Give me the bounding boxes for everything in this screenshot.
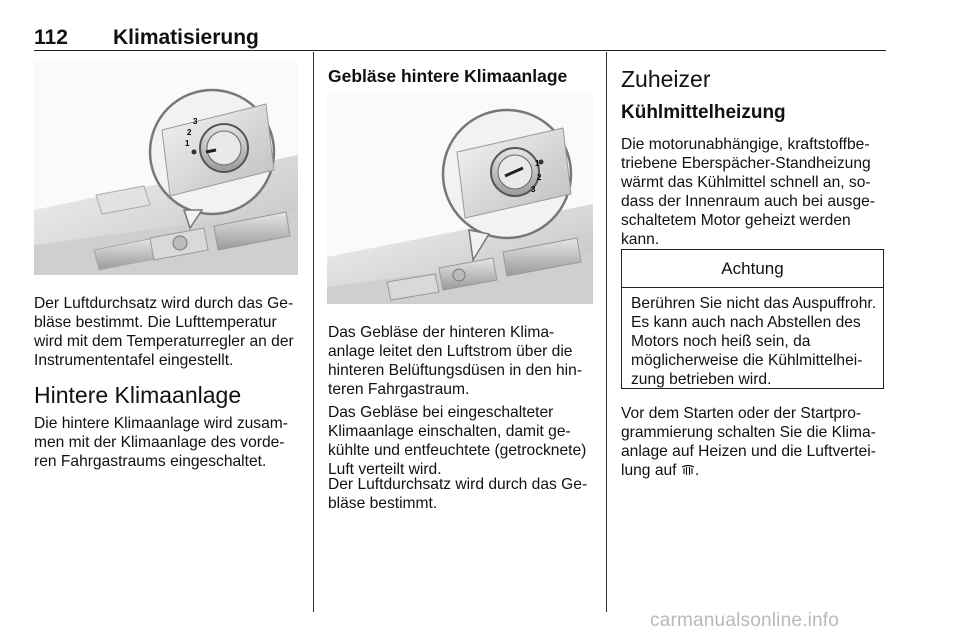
rear-blower-heading: Gebläse hintere Klimaanlage	[328, 66, 568, 86]
section-heading-hintere-klimaanlage: Hintere Klimaanlage	[34, 382, 242, 408]
rear-blower-figure	[327, 92, 593, 304]
front-blower-figure	[34, 60, 298, 275]
watermark: carmanualsonline.info	[650, 610, 840, 631]
fig2-label-3: 3	[531, 185, 536, 194]
warning-title: Achtung	[622, 250, 883, 288]
blower-knob-illustration	[34, 60, 298, 275]
fig1-label-1: 1	[185, 139, 190, 148]
fig2-label-1: 1	[535, 159, 540, 168]
fig1-label-3: 3	[193, 117, 198, 126]
header-rule	[34, 50, 886, 51]
col2-paragraph-2: Das Gebläse bei eingeschalteter Klimaanlage einschalten, damit gekühlte und entfeuchtete (getrocknete) Luft verteilt wird.	[328, 404, 587, 478]
col2-paragraph-3: Der Luftdurchsatz wird durch das Gebläse bestimmt.	[328, 476, 588, 512]
fig2-label-2: 2	[537, 173, 542, 182]
rear-blower-knob-illustration	[327, 92, 593, 304]
section-heading-zuheizer: Zuheizer	[621, 66, 711, 92]
col3-paragraph-2-end: .	[694, 462, 700, 479]
page-number: 112	[34, 26, 68, 49]
column-divider-2	[606, 52, 607, 612]
col1-paragraph-1: Der Luftdurchsatz wird durch das Gebläse bestimmt. Die Lufttemperatur wird mit dem Temperaturregler an der Instrumententafel eingestellt.	[34, 295, 294, 369]
warning-box	[621, 249, 884, 389]
column-divider-1	[313, 52, 314, 612]
col1-paragraph-2: Die hintere Klimaanlage wird zusammen mit der Klimaanlage des vorderen Fahrgastraums eingeschaltet.	[34, 415, 288, 470]
warning-text: Berühren Sie nicht das Auspuffrohr. Es kann auch nach Abstellen des Motors noch heiß sein, da möglicherweise die Kühlmittelheizung betrieben wird.	[631, 295, 877, 388]
col3-paragraph-2-text: Vor dem Starten oder der Startprogrammierung schalten Sie die Klimaanlage auf Heizen und die Luftverteilung auf	[621, 405, 876, 479]
fig1-label-2: 2	[187, 128, 192, 137]
subheading-kuehlmittelheizung: Kühlmittelheizung	[621, 102, 786, 123]
page-header	[34, 22, 886, 52]
floor-air-distribution-icon	[681, 463, 695, 476]
col3-paragraph-2	[621, 404, 886, 480]
chapter-title: Klimatisierung	[113, 26, 259, 49]
col2-paragraph-1: Das Gebläse der hinteren Klimaanlage leitet den Luftstrom über die hinteren Belüftungsdüsen in den hinteren Fahrgastraum.	[328, 324, 583, 398]
col3-paragraph-1: Die motorunabhängige, kraftstoffbetriebene Eberspächer-Standheizung wärmt das Kühlmittel schnell an, sodass der Innenraum auch bei ausgeschaltetem Motor geheizt werden kann.	[621, 136, 876, 248]
